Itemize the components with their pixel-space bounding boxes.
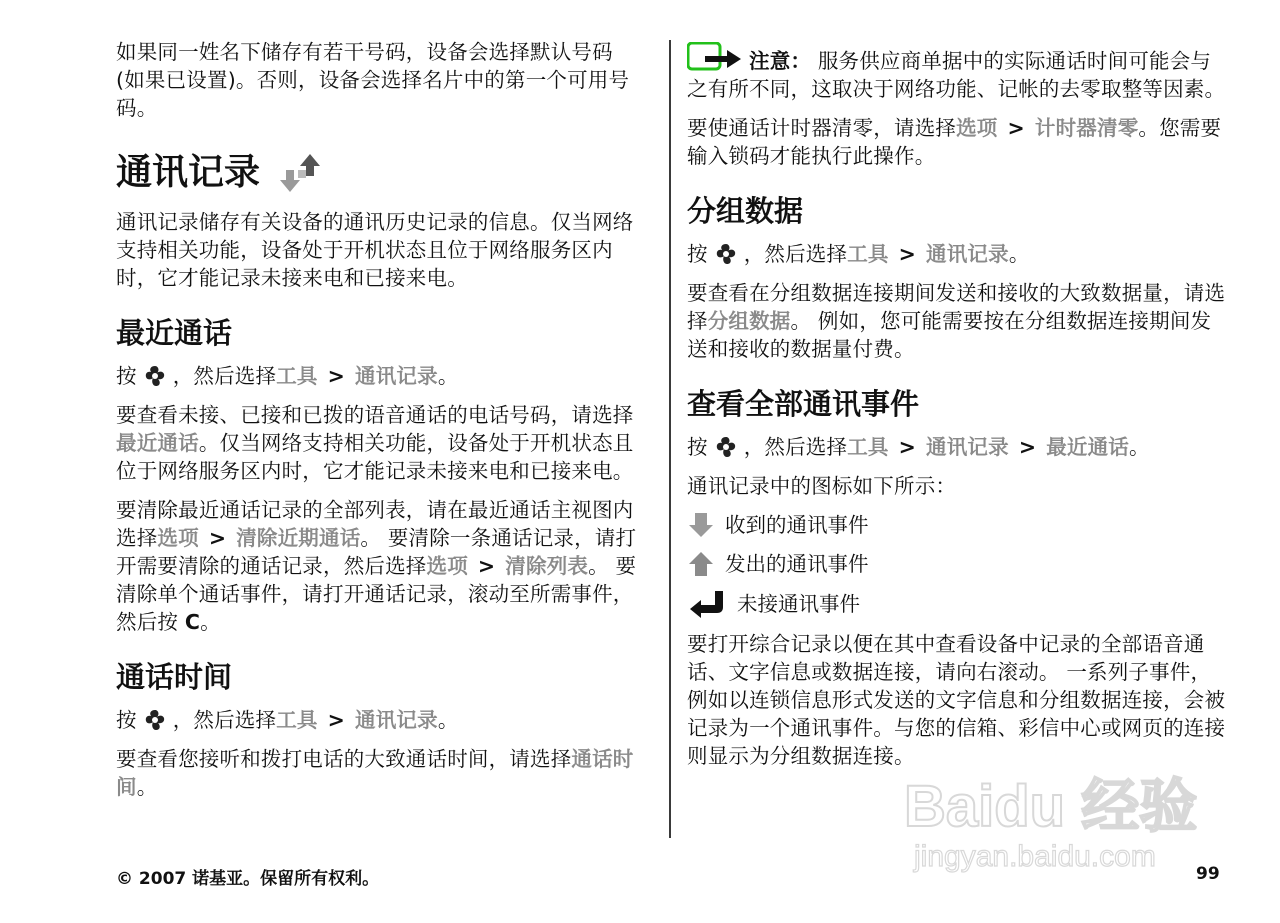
text-run: 要查看在分组数据连接期间发送和接收的大致数据量，请选择: [687, 281, 1226, 333]
nav-separator: >: [1018, 435, 1037, 459]
recent-calls-link[interactable]: 最近通话: [116, 431, 199, 455]
nav-end: 。: [437, 708, 459, 732]
note-icon: [687, 42, 745, 72]
nav-separator: >: [208, 526, 227, 550]
recent-paragraph-1: [116, 401, 648, 485]
packet-paragraph: [687, 279, 1227, 363]
legend-missed: [687, 589, 1227, 619]
legend-label: 收到的通讯事件: [725, 513, 869, 537]
timer-paragraph: [687, 114, 1227, 170]
clear-recent-link[interactable]: 清除近期通话: [236, 526, 361, 550]
menu-key-icon: [143, 364, 167, 388]
call-duration-link[interactable]: 通话时间: [116, 747, 634, 799]
nav-separator: >: [327, 708, 345, 732]
nav-end: 。: [1008, 242, 1030, 266]
nav-separator: >: [1007, 116, 1025, 140]
icons-intro: 通讯记录中的图标如下所示：: [687, 474, 957, 498]
nav-separator: >: [898, 435, 916, 459]
tools-menu-link[interactable]: 工具: [276, 364, 318, 388]
missed-call-icon: [687, 589, 727, 619]
then-text: ，然后选择: [172, 708, 277, 732]
note-paragraph: [687, 42, 1227, 103]
text-run: 。: [136, 775, 158, 799]
duration-paragraph: [116, 745, 648, 801]
press-text: 按: [687, 435, 708, 459]
nav-separator: >: [898, 242, 916, 266]
legend-outgoing: [687, 550, 1227, 578]
press-text: 按: [687, 242, 708, 266]
duration-nav: [116, 706, 648, 734]
press-text: 按: [116, 708, 137, 732]
page-number: 99: [1196, 864, 1220, 884]
all-events-paragraph: 要打开综合记录以便在其中查看设备中记录的全部语音通话、文字信息或数据连接，请向右滚动。 一系列子事件，例如以连锁信息形式发送的文字信息和分组数据连接，会被记录为一个通讯事件。与您的信箱、彩信中心或网页的连接则显示为分组数据连接。: [687, 632, 1226, 768]
menu-key-icon: [714, 435, 738, 459]
menu-key-icon: [143, 708, 167, 732]
intro-paragraph: 如果同一姓名下储存有若干号码，设备会选择默认号码 (如果已设置)。否则，设备会选择名片中的第一个可用号码。: [116, 40, 630, 120]
options-link[interactable]: 选项: [426, 554, 468, 578]
text-run: 要使通话计时器清零，请选择: [687, 116, 957, 140]
nav-end: 。: [1129, 435, 1150, 459]
nav-separator: >: [327, 364, 345, 388]
options-link[interactable]: 选项: [157, 526, 199, 550]
watermark-url: jingyan.baidu.com: [914, 840, 1156, 873]
duration-heading: 通话时间: [116, 660, 233, 694]
note-label: 注意：: [749, 49, 812, 73]
text-run: 。 要清除单个通话事件，请打开通话记录，滚动至所需事件，然后按: [116, 554, 637, 634]
press-text: 按: [116, 364, 137, 388]
nav-separator: >: [477, 554, 496, 578]
legend-label: 发出的通讯事件: [725, 552, 869, 576]
clear-list-link[interactable]: 清除列表: [505, 554, 589, 578]
log-menu-link[interactable]: 通讯记录: [926, 242, 1009, 266]
log-description: 通讯记录储存有关设备的通讯历史记录的信息。仅当网络支持相关功能，设备处于开机状态且位于网络服务区内时，它才能记录未接来电和已接来电。: [116, 210, 634, 290]
packet-nav: [687, 240, 1227, 268]
text-run: 要查看未接、已接和已拨的语音通话的电话号码，请选择: [116, 403, 634, 427]
text-run: 要查看您接听和拨打电话的大致通话时间，请选择: [116, 747, 572, 771]
packet-data-link[interactable]: 分组数据: [707, 309, 791, 333]
c-key: C: [184, 610, 201, 634]
packet-heading: 分组数据: [687, 194, 804, 228]
text-run: 。 要清除一条通话记录，请打开需要清除的通话记录，然后选择: [116, 526, 637, 578]
tools-menu-link[interactable]: 工具: [847, 435, 889, 459]
note-text: 服务供应商单据中的实际通话时间可能会与之有所不同，这取决于网络功能、记帐的去零取整等因素。: [687, 49, 1226, 101]
then-text: ，然后选择: [172, 364, 277, 388]
text-run: 。仅当网络支持相关功能，设备处于开机状态且位于网络服务区内时，它才能记录未接来电和已接来电。: [116, 431, 634, 483]
text-run: 。 例如，您可能需要按在分组数据连接期间发送和接收的数据量付费。: [687, 309, 1212, 361]
column-divider: [669, 40, 671, 838]
right-column: [687, 42, 1227, 781]
then-text: ，然后选择: [743, 435, 848, 459]
recent-heading: 最近通话: [116, 316, 233, 350]
log-menu-link[interactable]: 通讯记录: [355, 364, 438, 388]
all-events-heading: 查看全部通讯事件: [687, 387, 920, 421]
tools-menu-link[interactable]: 工具: [847, 242, 889, 266]
clear-timers-link[interactable]: 计时器清零: [1034, 116, 1139, 140]
then-text: ，然后选择: [743, 242, 848, 266]
copyright: © 2007 诺基亚。保留所有权利。: [116, 869, 380, 889]
log-menu-link[interactable]: 通讯记录: [926, 435, 1009, 459]
log-heading-text: 通讯记录: [116, 152, 261, 193]
nav-end: 。: [437, 364, 459, 388]
menu-key-icon: [714, 242, 738, 266]
recent-paragraph-2: [116, 496, 648, 636]
log-arrows-icon: [276, 150, 330, 196]
text-run: 。您需要输入锁码才能执行此操作。: [687, 116, 1222, 168]
recent-nav: [116, 362, 648, 390]
all-events-nav: [687, 433, 1227, 461]
text-run: 要清除最近通话记录的全部列表，请在最近通话主视图内选择: [116, 498, 634, 550]
legend-incoming: [687, 511, 1227, 539]
log-menu-link[interactable]: 通讯记录: [355, 708, 438, 732]
baidu-watermark: [900, 768, 1210, 878]
outgoing-arrow-icon: [687, 550, 715, 578]
recent-calls-link[interactable]: 最近通话: [1046, 435, 1130, 459]
legend-label: 未接通讯事件: [737, 592, 860, 616]
watermark-brand: Baidu 经验: [904, 774, 1198, 839]
tools-menu-link[interactable]: 工具: [276, 708, 318, 732]
text-run: 。: [200, 610, 221, 634]
incoming-arrow-icon: [687, 511, 715, 539]
log-heading: [116, 150, 648, 196]
options-link[interactable]: 选项: [956, 116, 998, 140]
left-column: [116, 38, 648, 812]
